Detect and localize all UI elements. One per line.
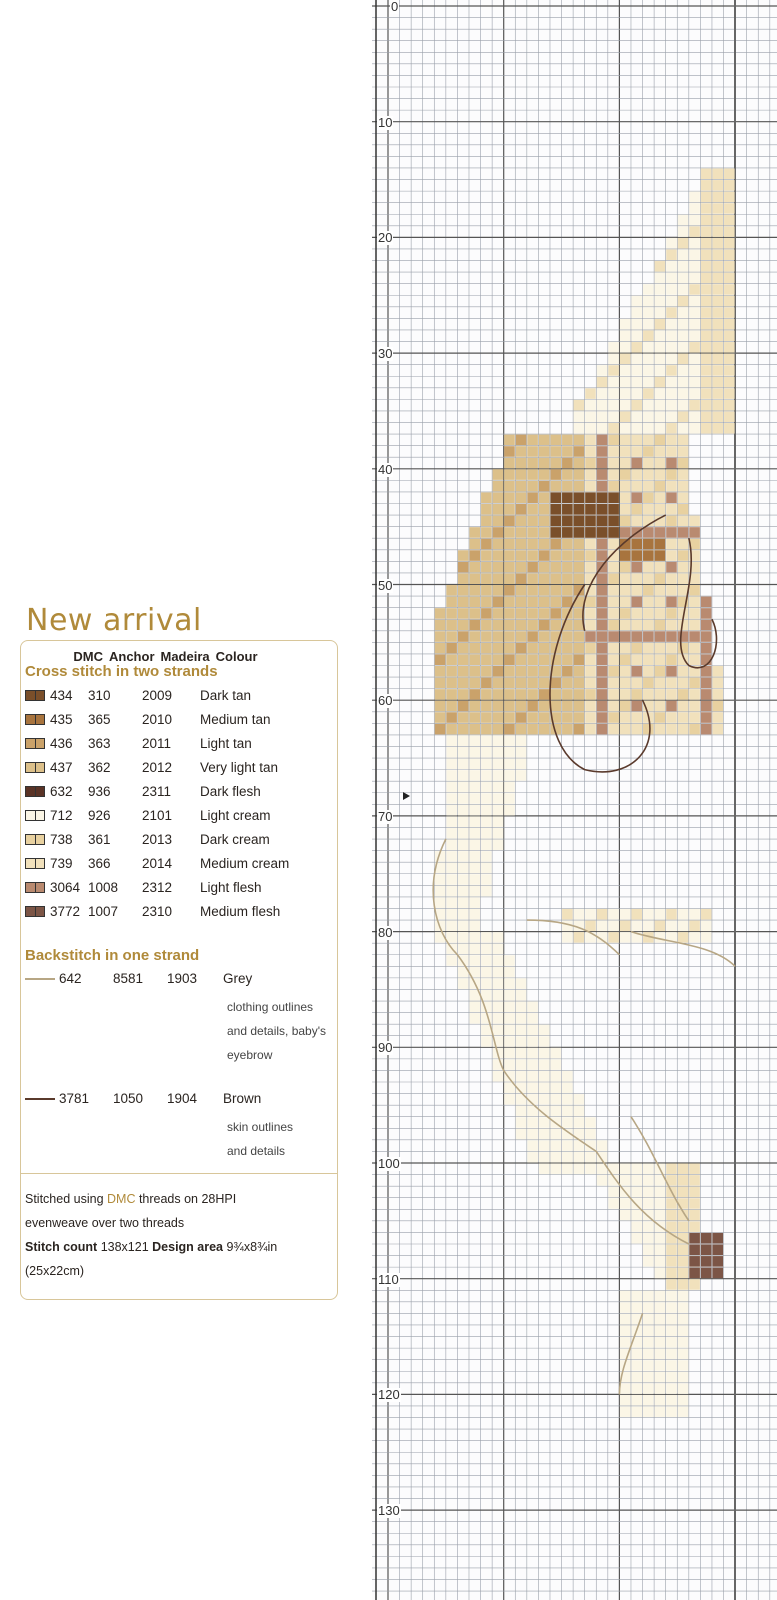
thread-swatch-icon xyxy=(25,810,45,821)
colour-name: Light tan xyxy=(200,735,252,751)
header-dmc: DMC xyxy=(73,649,103,664)
key-row xyxy=(25,829,320,849)
row-number-label: 110 xyxy=(378,1271,399,1287)
thread-swatch-icon xyxy=(25,786,45,797)
backstitch-description: eyebrow xyxy=(227,1048,273,1062)
colour-name: Light cream xyxy=(200,807,271,823)
dmc-number: 437 xyxy=(50,759,73,775)
key-row xyxy=(25,709,320,729)
anchor-number: 8581 xyxy=(113,971,144,986)
pattern-title: New arrival xyxy=(26,603,202,638)
dmc-number: 642 xyxy=(59,971,82,986)
row-number-label: 130 xyxy=(378,1503,400,1519)
key-row xyxy=(25,733,320,753)
anchor-number: 1008 xyxy=(88,879,119,895)
row-number-label: 0 xyxy=(391,0,399,14)
cross-stitch-chart xyxy=(372,0,777,1600)
center-marker-icon xyxy=(403,792,410,800)
colour-name: Dark tan xyxy=(200,687,252,703)
row-number-label: 90 xyxy=(378,1040,393,1056)
key-row xyxy=(25,685,320,705)
key-row xyxy=(25,781,320,801)
colour-name: Light flesh xyxy=(200,879,262,895)
header-anchor: Anchor xyxy=(109,649,155,664)
row-number-label: 40 xyxy=(378,461,393,477)
colour-name: Medium cream xyxy=(200,855,290,871)
backstitch-description: clothing outlines xyxy=(227,1000,314,1014)
row-number-label: 70 xyxy=(378,808,393,824)
madeira-number: 2310 xyxy=(142,903,173,919)
madeira-number: 2011 xyxy=(142,735,172,751)
anchor-number: 926 xyxy=(88,807,111,823)
thread-swatch-icon xyxy=(25,714,45,725)
anchor-number: 362 xyxy=(88,759,111,775)
backstitch-description: skin outlines xyxy=(227,1120,294,1134)
colour-name: Very light tan xyxy=(200,759,279,775)
row-number-label: 100 xyxy=(378,1156,400,1171)
backstitch-line-icon xyxy=(25,978,55,980)
madeira-number: 2311 xyxy=(142,783,172,799)
madeira-number: 2101 xyxy=(142,807,173,823)
dmc-number: 435 xyxy=(50,711,73,727)
anchor-number: 936 xyxy=(88,783,111,799)
dmc-number: 3781 xyxy=(59,1091,90,1106)
madeira-number: 1903 xyxy=(167,971,198,986)
colour-name: Dark cream xyxy=(200,831,270,847)
madeira-number: 1904 xyxy=(167,1091,198,1106)
key-row xyxy=(25,877,320,897)
key-row xyxy=(25,805,320,825)
row-number-label: 50 xyxy=(378,577,393,593)
backstitch-description: and details xyxy=(227,1144,286,1158)
key-row xyxy=(25,901,320,921)
key-divider xyxy=(21,1173,337,1174)
backstitch-row xyxy=(25,971,252,986)
colour-name: Dark flesh xyxy=(200,783,261,799)
colour-name: Medium flesh xyxy=(200,903,281,919)
anchor-number: 1007 xyxy=(88,903,119,919)
dmc-number: 436 xyxy=(50,735,73,751)
thread-swatch-icon xyxy=(25,738,45,749)
row-number-label: 30 xyxy=(378,346,393,362)
backstitch-title: Backstitch in one strand xyxy=(25,947,200,964)
thread-swatch-icon xyxy=(25,690,45,701)
thread-swatch-icon xyxy=(25,882,45,893)
key-row xyxy=(25,853,320,873)
madeira-number: 2312 xyxy=(142,879,173,895)
anchor-number: 310 xyxy=(88,687,111,703)
dmc-number: 739 xyxy=(50,855,73,871)
anchor-number: 366 xyxy=(88,855,111,871)
row-number-label: 120 xyxy=(378,1387,400,1403)
dmc-number: 632 xyxy=(50,783,73,799)
footer-threads: Stitched using DMC threads on 28HPI xyxy=(25,1192,237,1206)
row-number-label: 60 xyxy=(378,693,393,709)
thread-swatch-icon xyxy=(25,762,45,773)
anchor-number: 363 xyxy=(88,735,111,751)
madeira-number: 2014 xyxy=(142,855,173,871)
chart-grid xyxy=(372,0,777,1600)
backstitch-row xyxy=(25,1091,261,1106)
dmc-number: 738 xyxy=(50,831,73,847)
cross-stitch-title: Cross stitch in two strands xyxy=(25,663,218,680)
colour-name: Medium tan xyxy=(200,711,271,727)
row-number-label: 80 xyxy=(378,924,393,940)
backstitch-line-icon xyxy=(25,1098,55,1100)
footer-fabric: evenweave over two threads xyxy=(25,1216,185,1230)
header-colour: Colour xyxy=(215,649,258,664)
madeira-number: 2009 xyxy=(142,687,173,703)
key-header xyxy=(41,649,264,664)
madeira-number: 2012 xyxy=(142,759,173,775)
dmc-number: 434 xyxy=(50,687,73,703)
madeira-number: 2013 xyxy=(142,831,173,847)
backstitch-description: and details, baby's xyxy=(227,1024,327,1038)
dmc-number: 3772 xyxy=(50,903,81,919)
colour-name: Grey xyxy=(223,971,253,986)
anchor-number: 365 xyxy=(88,711,111,727)
madeira-number: 2010 xyxy=(142,711,173,727)
anchor-number: 1050 xyxy=(113,1091,144,1106)
colour-name: Brown xyxy=(223,1091,262,1106)
footer-size-cm: (25x22cm) xyxy=(25,1264,85,1278)
dmc-number: 3064 xyxy=(50,879,81,895)
thread-swatch-icon xyxy=(25,858,45,869)
anchor-number: 361 xyxy=(88,831,111,847)
key-row xyxy=(25,757,320,777)
thread-key-panel xyxy=(20,640,338,1300)
row-number-label: 10 xyxy=(378,114,393,130)
thread-swatch-icon xyxy=(25,834,45,845)
thread-swatch-icon xyxy=(25,906,45,917)
footer-stitch-count: Stitch count 138x121 Design area 9¾x8¾in xyxy=(25,1240,278,1254)
header-madeira: Madeira xyxy=(160,649,210,664)
row-number-label: 20 xyxy=(378,230,393,246)
dmc-number: 712 xyxy=(50,807,73,823)
